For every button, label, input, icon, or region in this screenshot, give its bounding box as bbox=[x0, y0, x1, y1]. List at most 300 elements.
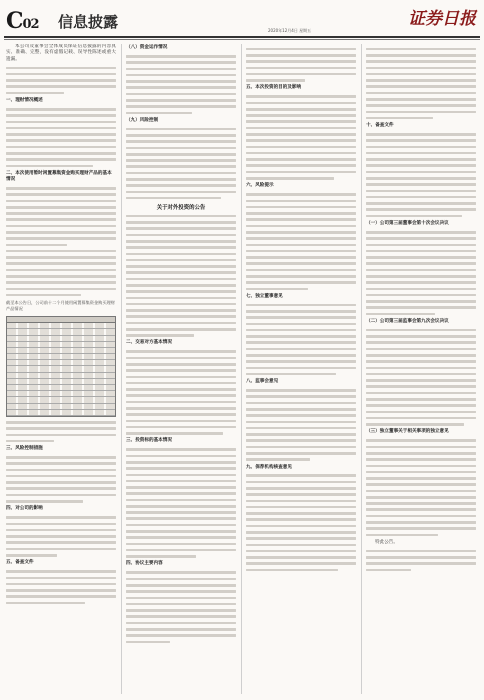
text-line bbox=[126, 99, 236, 102]
text-line bbox=[246, 329, 356, 332]
text-line bbox=[246, 164, 356, 167]
text-line bbox=[126, 184, 236, 187]
text-line bbox=[246, 446, 356, 449]
text-line bbox=[126, 357, 236, 360]
text-line bbox=[366, 117, 433, 120]
text-line bbox=[126, 147, 236, 150]
text-line bbox=[6, 165, 93, 168]
text-line bbox=[246, 310, 356, 313]
text-line bbox=[246, 408, 356, 411]
text-line bbox=[6, 200, 116, 203]
text-line bbox=[126, 517, 236, 520]
text-line bbox=[246, 341, 356, 344]
text-line bbox=[246, 158, 356, 161]
text-line bbox=[366, 335, 476, 338]
section-subheading: 十、备查文件 bbox=[366, 123, 394, 129]
text-line bbox=[246, 73, 356, 76]
text-line bbox=[126, 467, 236, 470]
section-subheading: 二、交易对方基本情况 bbox=[126, 340, 172, 346]
text-line bbox=[6, 206, 116, 209]
text-line bbox=[246, 127, 356, 130]
text-line bbox=[246, 452, 356, 455]
text-line bbox=[6, 421, 116, 424]
text-line bbox=[126, 227, 236, 230]
text-line bbox=[126, 461, 236, 464]
text-line bbox=[246, 433, 356, 436]
text-line bbox=[366, 300, 476, 303]
text-line bbox=[126, 134, 236, 137]
text-line bbox=[366, 250, 476, 253]
text-line bbox=[366, 562, 476, 565]
text-line bbox=[6, 602, 85, 605]
section-subheading: 二、本次使用暂时闲置募集资金购买理财产品的基本情况 bbox=[6, 170, 112, 183]
text-line bbox=[246, 500, 356, 503]
text-line bbox=[126, 536, 236, 539]
text-line bbox=[246, 231, 356, 234]
text-line bbox=[126, 215, 236, 218]
text-line bbox=[6, 288, 116, 291]
text-line bbox=[366, 73, 476, 76]
text-line bbox=[366, 348, 476, 351]
text-line bbox=[126, 55, 236, 58]
text-line bbox=[6, 469, 116, 472]
text-line bbox=[246, 316, 356, 319]
text-line bbox=[246, 389, 356, 392]
text-line bbox=[6, 541, 116, 544]
text-line bbox=[126, 448, 236, 451]
text-line bbox=[246, 335, 356, 338]
text-line bbox=[366, 341, 476, 344]
text-line bbox=[126, 603, 236, 606]
text-line bbox=[6, 294, 81, 297]
text-line bbox=[246, 102, 356, 105]
text-line bbox=[126, 432, 223, 435]
text-line bbox=[6, 427, 116, 430]
text-line bbox=[6, 146, 116, 149]
text-line bbox=[6, 73, 116, 76]
text-line bbox=[246, 439, 356, 442]
section-subheading: 七、独立董事意见 bbox=[246, 293, 283, 299]
text-line bbox=[366, 281, 476, 284]
text-line bbox=[366, 385, 476, 388]
text-line bbox=[126, 394, 236, 397]
text-line bbox=[126, 492, 236, 495]
text-line bbox=[246, 288, 308, 291]
text-line bbox=[126, 234, 236, 237]
text-line bbox=[126, 615, 236, 618]
text-line bbox=[6, 85, 116, 88]
text-line bbox=[366, 373, 476, 376]
text-line bbox=[366, 190, 476, 193]
text-line bbox=[6, 529, 116, 532]
text-line bbox=[126, 571, 236, 574]
page-header bbox=[0, 0, 484, 40]
text-line bbox=[6, 193, 116, 196]
text-line bbox=[126, 128, 236, 131]
page-number: C02 bbox=[6, 8, 39, 34]
text-line bbox=[6, 152, 116, 155]
text-line bbox=[126, 578, 236, 581]
text-line bbox=[246, 569, 338, 572]
text-line bbox=[246, 206, 356, 209]
text-line bbox=[366, 417, 476, 420]
section-subheading: 五、本次投资的目的及影响 bbox=[246, 85, 302, 91]
text-column-2 bbox=[126, 44, 236, 694]
text-line bbox=[126, 303, 236, 306]
text-line bbox=[366, 423, 464, 426]
text-line bbox=[6, 583, 116, 586]
text-line bbox=[366, 502, 476, 505]
text-line bbox=[126, 634, 236, 637]
text-line bbox=[126, 511, 236, 514]
text-line bbox=[6, 487, 116, 490]
text-line bbox=[246, 177, 334, 180]
text-line bbox=[366, 262, 476, 265]
text-line bbox=[246, 250, 356, 253]
column-divider bbox=[121, 44, 122, 694]
text-line bbox=[126, 480, 236, 483]
text-line bbox=[126, 240, 236, 243]
text-line bbox=[366, 196, 476, 199]
text-line bbox=[126, 486, 236, 489]
text-line bbox=[246, 60, 356, 63]
section-subheading: 六、风险提示 bbox=[246, 183, 274, 189]
text-line bbox=[366, 313, 435, 316]
text-line bbox=[126, 74, 236, 77]
text-line bbox=[126, 265, 236, 268]
text-line bbox=[126, 197, 221, 200]
text-line bbox=[126, 609, 236, 612]
text-line bbox=[246, 200, 356, 203]
text-line bbox=[366, 465, 476, 468]
text-line bbox=[366, 534, 438, 537]
text-line bbox=[126, 278, 236, 281]
text-line bbox=[126, 61, 236, 64]
text-line bbox=[126, 68, 236, 71]
text-line bbox=[246, 427, 356, 430]
text-line bbox=[246, 550, 356, 553]
section-subheading: 八、监事会意见 bbox=[246, 379, 279, 385]
text-line bbox=[366, 329, 476, 332]
text-line bbox=[246, 79, 305, 82]
text-line bbox=[6, 548, 116, 551]
text-line bbox=[246, 348, 356, 351]
section-subheading: （八）资金运作情况 bbox=[126, 45, 168, 50]
section-subheading: （九）风险控制 bbox=[126, 117, 159, 123]
text-line bbox=[6, 275, 116, 278]
text-line bbox=[366, 177, 476, 180]
text-line bbox=[246, 395, 356, 398]
text-line bbox=[6, 237, 116, 240]
text-line bbox=[126, 315, 236, 318]
text-line bbox=[126, 584, 236, 587]
text-line bbox=[366, 202, 476, 205]
text-line bbox=[366, 85, 476, 88]
text-line bbox=[366, 354, 476, 357]
section-subheading: 四、对公司的影响 bbox=[6, 506, 43, 512]
data-table bbox=[6, 316, 116, 417]
text-line bbox=[366, 111, 476, 114]
text-line bbox=[126, 369, 236, 372]
text-line bbox=[6, 158, 116, 161]
text-line bbox=[126, 290, 236, 293]
text-line bbox=[6, 79, 116, 82]
text-line bbox=[126, 153, 236, 156]
column-divider bbox=[361, 44, 362, 694]
text-line bbox=[366, 79, 476, 82]
table-row bbox=[7, 410, 115, 416]
text-line bbox=[366, 158, 476, 161]
text-line bbox=[366, 275, 476, 278]
section-subheading: （一）公司第三届董事会第十次会议决议 bbox=[366, 220, 449, 226]
text-line bbox=[126, 271, 236, 274]
text-line bbox=[246, 171, 356, 174]
text-line bbox=[246, 414, 356, 417]
text-line bbox=[126, 221, 236, 224]
text-line bbox=[366, 458, 476, 461]
text-line bbox=[246, 323, 356, 326]
text-line bbox=[366, 256, 476, 259]
text-column-1 bbox=[6, 44, 116, 694]
text-line bbox=[366, 164, 476, 167]
text-line bbox=[246, 146, 356, 149]
text-line bbox=[246, 537, 356, 540]
text-line bbox=[6, 554, 57, 557]
header-rule-thin bbox=[4, 39, 480, 40]
text-line bbox=[6, 139, 116, 142]
text-line bbox=[126, 159, 236, 162]
text-line bbox=[126, 555, 196, 558]
text-line bbox=[366, 98, 476, 101]
text-line bbox=[6, 262, 116, 265]
text-line bbox=[366, 237, 476, 240]
text-line bbox=[366, 139, 476, 142]
text-line bbox=[246, 225, 356, 228]
text-line bbox=[126, 93, 236, 96]
text-line bbox=[246, 139, 356, 142]
text-line bbox=[126, 622, 236, 625]
text-line bbox=[366, 556, 476, 559]
text-line bbox=[126, 309, 236, 312]
text-line bbox=[246, 360, 356, 363]
text-line bbox=[6, 256, 116, 259]
article-headline: 关于对外投资的公告 bbox=[156, 205, 206, 212]
text-line bbox=[246, 152, 356, 155]
text-line bbox=[366, 208, 476, 211]
text-line bbox=[246, 212, 356, 215]
text-line bbox=[126, 641, 170, 644]
text-line bbox=[126, 505, 236, 508]
text-line bbox=[6, 244, 67, 247]
paragraph: 本公司及董事会全体成员保证信息披露的内容真实、准确、完整，没有虚假记载、误导性陈述或重大遗漏。 bbox=[6, 44, 116, 62]
text-line bbox=[246, 95, 356, 98]
text-line bbox=[366, 306, 476, 309]
text-line bbox=[246, 367, 356, 370]
text-line bbox=[366, 569, 411, 572]
text-line bbox=[366, 452, 476, 455]
text-line bbox=[126, 420, 236, 423]
text-line bbox=[126, 172, 236, 175]
text-line bbox=[126, 297, 236, 300]
text-line bbox=[6, 212, 116, 215]
text-line bbox=[246, 269, 356, 272]
text-line bbox=[246, 402, 356, 405]
text-line bbox=[366, 508, 476, 511]
text-line bbox=[246, 518, 356, 521]
text-line bbox=[6, 127, 116, 130]
text-line bbox=[126, 407, 236, 410]
text-line bbox=[366, 171, 476, 174]
text-line bbox=[246, 506, 356, 509]
text-line bbox=[126, 322, 236, 325]
text-line bbox=[6, 440, 54, 443]
text-line bbox=[366, 471, 476, 474]
text-line bbox=[366, 367, 476, 370]
text-line bbox=[366, 515, 476, 518]
text-line bbox=[246, 48, 356, 51]
text-line bbox=[6, 456, 116, 459]
section-subheading: （三）独立董事关于相关事项的独立意见 bbox=[366, 429, 449, 435]
text-line bbox=[6, 589, 116, 592]
text-line bbox=[126, 363, 236, 366]
text-line bbox=[126, 530, 236, 533]
text-line bbox=[246, 237, 356, 240]
text-line bbox=[246, 487, 356, 490]
table-caption: 截至本公告日，公司前十二个月使用闲置募集资金购买理财产品情况 bbox=[6, 300, 115, 312]
paragraph: 特此公告。 bbox=[375, 539, 398, 545]
text-line bbox=[246, 193, 356, 196]
text-line bbox=[366, 550, 476, 553]
text-line bbox=[246, 373, 336, 376]
text-line bbox=[246, 218, 356, 221]
text-line bbox=[366, 490, 476, 493]
text-line bbox=[126, 165, 236, 168]
text-line bbox=[246, 281, 356, 284]
text-line bbox=[366, 152, 476, 155]
text-line bbox=[366, 133, 476, 136]
text-line bbox=[6, 577, 116, 580]
text-line bbox=[126, 401, 236, 404]
text-line bbox=[126, 259, 236, 262]
text-line bbox=[366, 527, 476, 530]
text-line bbox=[246, 562, 356, 565]
text-line bbox=[6, 595, 116, 598]
text-line bbox=[246, 481, 356, 484]
text-line bbox=[126, 140, 236, 143]
text-line bbox=[6, 108, 116, 111]
text-line bbox=[366, 48, 476, 51]
text-line bbox=[246, 474, 356, 477]
text-line bbox=[6, 434, 116, 437]
text-line bbox=[366, 244, 476, 247]
text-line bbox=[366, 521, 476, 524]
text-line bbox=[6, 121, 116, 124]
text-line bbox=[6, 570, 116, 573]
text-line bbox=[366, 404, 476, 407]
text-line bbox=[366, 92, 476, 95]
text-line bbox=[6, 494, 116, 497]
text-line bbox=[6, 500, 83, 503]
text-line bbox=[126, 178, 236, 181]
text-line bbox=[6, 523, 116, 526]
text-line bbox=[126, 246, 236, 249]
text-line bbox=[6, 114, 116, 117]
text-line bbox=[366, 439, 476, 442]
text-line bbox=[246, 304, 356, 307]
text-line bbox=[366, 104, 476, 107]
text-line bbox=[246, 544, 356, 547]
text-line bbox=[126, 524, 236, 527]
text-line bbox=[6, 481, 116, 484]
text-line bbox=[246, 493, 356, 496]
column-divider bbox=[241, 44, 242, 694]
text-line bbox=[246, 120, 356, 123]
text-line bbox=[126, 350, 236, 353]
text-line bbox=[126, 376, 236, 379]
text-line bbox=[6, 92, 64, 95]
text-line bbox=[366, 67, 476, 70]
text-line bbox=[246, 421, 356, 424]
text-line bbox=[126, 191, 236, 194]
text-line bbox=[246, 67, 356, 70]
text-line bbox=[246, 512, 356, 515]
text-line bbox=[366, 294, 476, 297]
text-line bbox=[366, 496, 476, 499]
section-subheading: 九、保荐机构核查意见 bbox=[246, 464, 292, 470]
text-line bbox=[246, 556, 356, 559]
text-line bbox=[246, 244, 356, 247]
text-line bbox=[126, 499, 236, 502]
text-line bbox=[246, 458, 310, 461]
text-line bbox=[126, 86, 236, 89]
text-line bbox=[126, 253, 236, 256]
section-subheading: 五、备查文件 bbox=[6, 560, 34, 566]
text-line bbox=[366, 54, 476, 57]
text-line bbox=[6, 133, 116, 136]
text-line bbox=[126, 382, 236, 385]
text-line bbox=[366, 215, 462, 218]
text-line bbox=[6, 187, 116, 190]
text-line bbox=[126, 628, 236, 631]
text-line bbox=[246, 525, 356, 528]
text-line bbox=[126, 597, 236, 600]
text-line bbox=[126, 590, 236, 593]
text-line bbox=[366, 183, 476, 186]
text-line bbox=[366, 360, 476, 363]
text-line bbox=[126, 413, 236, 416]
text-line bbox=[6, 516, 116, 519]
text-line bbox=[126, 543, 236, 546]
text-line bbox=[246, 108, 356, 111]
text-line bbox=[6, 250, 116, 253]
text-line bbox=[366, 477, 476, 480]
text-line bbox=[6, 281, 116, 284]
text-line bbox=[6, 218, 116, 221]
text-line bbox=[126, 474, 236, 477]
text-line bbox=[246, 354, 356, 357]
text-line bbox=[246, 531, 356, 534]
text-line bbox=[126, 388, 236, 391]
section-subheading: 三、投资标的基本情况 bbox=[126, 438, 172, 444]
text-line bbox=[6, 225, 116, 228]
text-line bbox=[366, 288, 476, 291]
text-line bbox=[126, 105, 236, 108]
text-line bbox=[366, 379, 476, 382]
text-line bbox=[366, 392, 476, 395]
text-line bbox=[246, 275, 356, 278]
text-line bbox=[126, 328, 236, 331]
text-line bbox=[6, 475, 116, 478]
